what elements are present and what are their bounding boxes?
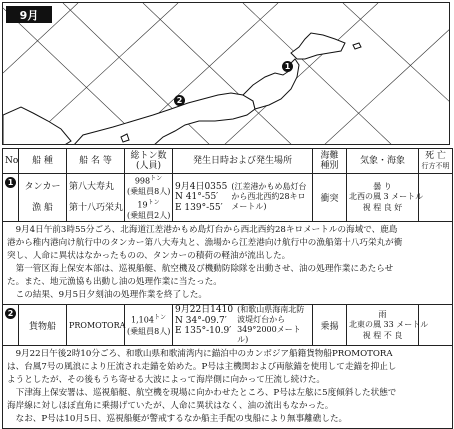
- table-row: [3, 346, 453, 429]
- datetime-place-cell: 9月22日1410 N 34°-09.7′ E 135°-10.9′ (和歌山県海南北防波堤灯台から349°2000メートル): [173, 305, 313, 346]
- header-accident-type: 海難 種別: [313, 149, 347, 174]
- death-cell: [419, 174, 453, 222]
- header-death: 死 亡 行方不明: [419, 149, 453, 174]
- header-datetime-place: 発生日時および発生場所: [173, 149, 313, 174]
- incident-badge-2: 2: [5, 308, 16, 319]
- header-weather: 気象・海象: [347, 149, 419, 174]
- incident-map: [2, 2, 450, 145]
- table-row: [3, 174, 453, 222]
- ship-name-cell: PROMOTORA: [67, 305, 125, 346]
- tonnage-cell: $998^{トン}$ (乗組員8人) $19^{トン}$ (乗組員2人): [125, 174, 173, 222]
- coastline: [3, 33, 361, 145]
- datetime-place-cell: 9月4日0355 N 41°-55′ E 139°-55′ (江差港かもめ島灯台から西北西約28キロメートル): [173, 174, 313, 222]
- table-header-row: [3, 149, 453, 174]
- ship-type-cell: 貨物船: [19, 305, 67, 346]
- incident-marker-2: 2: [174, 95, 185, 106]
- weather-cell: 雨 北東の風 33 メートル 視 程 不 良: [347, 305, 419, 346]
- ship-type-cell: タンカー 漁 船: [19, 174, 67, 222]
- header-ship-name: 船 名 等: [67, 149, 125, 174]
- ship-name-cell: 第八大寿丸 第十八巧栄丸: [67, 174, 125, 222]
- incident-number-cell: [3, 174, 19, 222]
- weather-cell: 曇 り 北西の風 3 メートル 視 程 良 好: [347, 174, 419, 222]
- table-row: [3, 222, 453, 305]
- incident-badge-1: 1: [5, 177, 16, 188]
- accident-type-cell: 衝突: [313, 174, 347, 222]
- header-no: No: [3, 149, 19, 174]
- incident-number-cell: [3, 305, 19, 346]
- incident-2-narrative: 9月22日午後2時10分ごろ、和歌山県和歌浦湾内に錨泊中のカンボジア船籍貨物船PROMOTORA は、台風7号の風浪により圧流され走錨を始めた。P号は主機関および両舷錨を使用して走錨を抑止し ようとしたが、その後もうち寄せる大波によって海岸側に向かって圧流し続けた。 下津海上保安署は、巡視船艇、航空機を現場に向かわせたところ、P号は左舷に5度傾斜した状態で 海岸線に対しほぼ直角に乗揚げていたが、人命に異状はなく、油の流出もなかった。 なお、P号は10月5日、巡視船艇が警戒するなか船主手配の曳船により無事離礁した。: [3, 346, 453, 429]
- accident-type-cell: 乗揚: [313, 305, 347, 346]
- lat-lon-grid: [3, 3, 450, 145]
- tonnage-cell: $1,104^{トン}$ (乗組員8人): [125, 305, 173, 346]
- header-tonnage: 総トン数 (人員): [125, 149, 173, 174]
- incident-1-narrative: 9月4日午前3時55分ごろ、北海道江差港かもめ島灯台から西北西約28キロメートルの海域で、鹿島 港から稚内港向け航行中のタンカー第八大寿丸と、漁場から江差港向け航行中の漁船第十八巧栄丸が衝 突し、人命に異状はなかったものの、タンカーの積荷の軽油が流出した。 第一管区海上保安本部は、巡視船艇、航空機及び機動防除隊を出動させ、油の処理作業にあたらせ た。また、地元漁協も出動し油の処理作業に当たった。 この結果、9月5日夕刻油の処理作業を終了した。: [3, 222, 453, 305]
- month-label: 9月: [6, 6, 52, 23]
- incident-table: [2, 148, 453, 429]
- table-row: [3, 305, 453, 346]
- incident-marker-1: 1: [282, 61, 293, 72]
- map-drawing: [3, 3, 450, 145]
- header-ship-type: 船 種: [19, 149, 67, 174]
